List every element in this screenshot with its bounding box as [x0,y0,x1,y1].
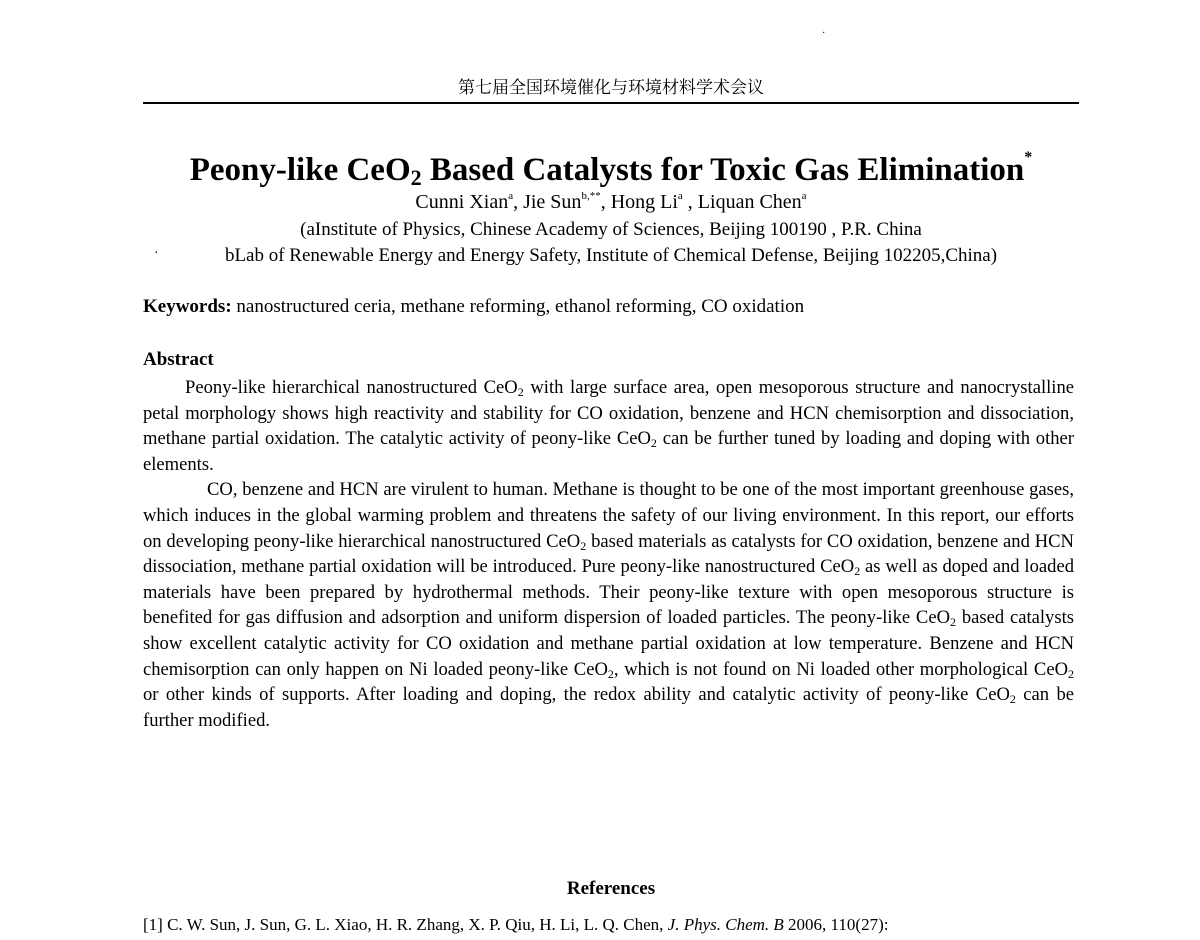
author-name: Jie Sun [523,191,582,213]
title-footnote-mark: * [1024,149,1033,166]
text-run: , which is not found on Ni loaded other morphological CeO [613,658,1069,680]
abstract-paragraph-1 [143,375,1074,477]
reference-journal: J. Phys. Chem. B [667,915,784,934]
subscript: 2 [1068,666,1075,681]
text-run: with large surface area, open mesoporous structure and nanocrystalline petal morphology shows high reactivity and stability for CO oxidation, benzene and HCN chemisorption and dissociation, methane partial oxidation. The catalytic activity of peony-like CeO [143,377,1074,450]
subscript: 2 [517,385,524,399]
author-affiliation-mark: a [801,190,807,202]
subscript: 2 [650,436,657,451]
subscript: 2 [607,666,614,681]
text-run: CO, benzene and HCN are virulent to human. Methane is thought to be one of the most important greenhouse gases, which induces in the global warming problem and threatens the safety of our living environment. In this report, our efforts on developing peony-like hierarchical nanostructured CeO [143,479,1074,552]
author-separator: , [513,191,524,213]
reference-details: 2006, 110(27): [783,915,889,934]
reference-authors: [1] C. W. Sun, J. Sun, G. L. Xiao, H. R. Zhang, X. P. Qiu, H. Li, L. Q. Chen, [143,915,668,934]
text-run: based materials as catalysts for CO oxidation, benzene and HCN dissociation, methane partial oxidation will be introduced. Pure peony-like nanostructured CeO [143,530,1074,578]
text-run: or other kinds of supports. After loading and doping, the redox ability and catalytic activity of peony-like CeO [143,684,1010,706]
text-run: can be further tuned by loading and doping with other elements. [143,428,1075,475]
subscript: 2 [580,538,587,553]
paper-title [143,150,1079,190]
text-run: can be further modified. [143,684,1074,731]
references-heading: References [566,878,656,899]
author-name: Hong Li [610,191,678,213]
text-run: Peony-like hierarchical nanostructured CeO [185,377,518,398]
affiliation-b: bLab of Renewable Energy and Energy Safety, Institute of Chemical Defense, Beijing 102205,China) [224,245,998,266]
text-run: as well as doped and loaded materials have been prepared by hydrothermal methods. Their peony-like texture with open mesoporous structure is benefited for gas diffusion and adsorption and uniform dispersion of loaded particles. The peony-like CeO [143,556,1074,629]
author-affiliation-mark: a [508,190,514,202]
affiliation-a: (aInstitute of Physics, Chinese Academy of Sciences, Beijing 100190 , P.R. China [300,219,922,240]
author-separator: , [682,191,698,213]
subscript: 2 [950,615,957,630]
subscript: 2 [854,564,861,579]
reference-1 [143,914,1079,936]
abstract-heading: Abstract [143,349,214,370]
title-pre: Peony-like CeO [189,152,411,188]
author-list [143,189,1079,215]
subscript: 2 [1009,692,1016,707]
text-run: based catalysts show excellent catalytic activity for CO oxidation and methane partial oxidation at low temperature. Benzene and HCN chemisorption can only happen on Ni loaded peony-like CeO [143,607,1074,680]
affiliation-bullet: · [154,246,159,261]
title-post: Based Catalysts for Toxic Gas Elimination [421,152,1025,188]
author-separator: , [600,191,611,213]
keywords-label: Keywords: [143,296,232,317]
keywords-text: nanostructured ceria, methane reforming, ethanol reforming, CO oxidation [231,296,805,317]
author-affiliation-mark: a [677,190,683,202]
title-subscript: 2 [410,165,422,190]
stray-dot: · [822,28,826,39]
author-name: Liquan Chen [697,191,802,213]
conference-header: 第七届全国环境催化与环境材料学术会议 [143,73,1079,104]
author-name: Cunni Xian [415,191,509,213]
author-affiliation-mark: b,** [581,190,601,202]
keywords-line [143,295,1079,319]
abstract-body [143,375,1074,733]
abstract-paragraph-2 [143,477,1074,733]
